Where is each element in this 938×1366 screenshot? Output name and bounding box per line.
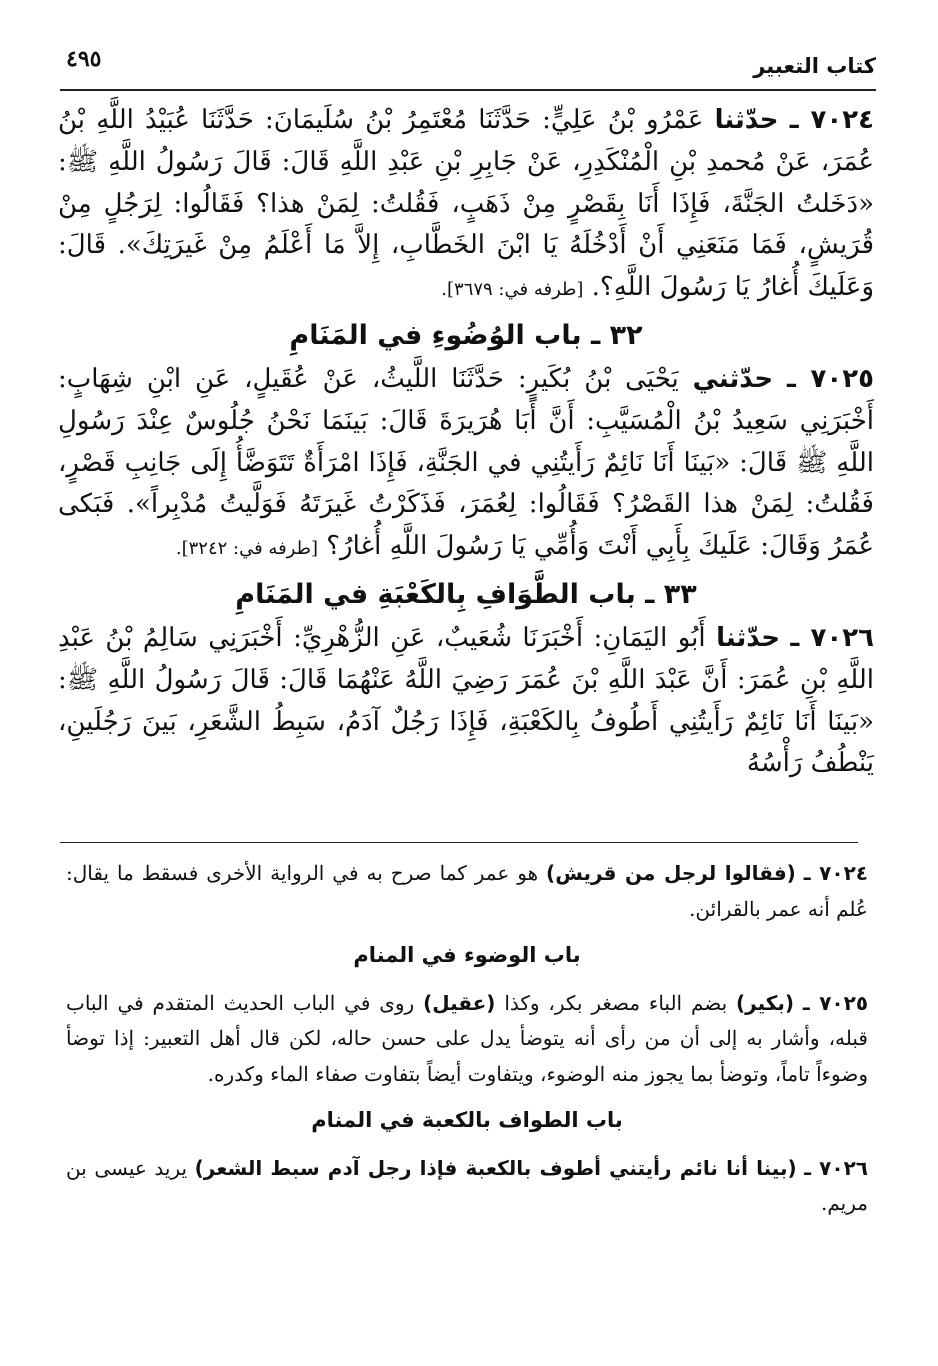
header-rule xyxy=(60,89,876,91)
hadith-7025 xyxy=(58,359,874,570)
note-body: بضم الباء مصغر بكر، وكذا xyxy=(504,990,728,1015)
chapter-title-33: ٣٣ ـ باب الطَّوَافِ بِالكَعْبَةِ في المَنَامِ xyxy=(235,578,697,610)
note-title-wudu: باب الوضوء في المنام xyxy=(353,943,581,967)
note-quote: (بينا أنا نائم رأيتني أطوف بالكعبة فإذا رجل آدم سبط الشعر) xyxy=(194,1155,797,1180)
note-number: ٧٠٢٦ ـ xyxy=(804,1155,868,1180)
note-quote: (بكير) xyxy=(736,990,795,1015)
hadith-lead: حدّثنا xyxy=(716,622,780,653)
hadith-reference: [طرفه في: ٣٦٧٩]. xyxy=(441,279,584,301)
hadith-lead: حدّثنا xyxy=(714,105,779,135)
chapter-title-32: ٣٢ ـ باب الوُضُوءِ في المَنَامِ xyxy=(289,319,643,351)
book-title: كتاب التعبير xyxy=(753,54,876,78)
hadith-body: عَمْرُو بْنُ عَلِيٍّ: حَدَّثَنَا مُعْتَمِرُ بْنُ سُلَيمَانَ: حَدَّثَنَا عُبَيْدُ اللَّهِ بْنُ عُمَرَ، عَنْ مُحمدِ بْنِ الْمُنْكَدِرِ، عَنْ جَابِرِ بْنِ عَبْدِ اللَّهِ قَالَ: قَالَ رَسُولُ اللَّهِ ﷺ: «دَخَلتُ الجَنَّةَ، فَإِذَا أَنَا بِقَصْرٍ مِنْ ذَهَبٍ، فَقُلتُ: لِمَنْ هذا؟ فَقَالُوا: لِرَجُلٍ مِنْ قُرَيشٍ، فَمَا مَنَعَنِي أَنْ أَدْخُلَهُ يَا ابْنَ الخَطَّابِ، إِلاَّ مَا أَعْلَمُ مِنْ غَيرَتِكَ». قَالَ: وَعَلَيكَ أُغارُ يَا رَسُولَ اللَّهِ؟. xyxy=(58,105,874,303)
hadith-7024 xyxy=(58,100,874,311)
note-quote: (عقيل) xyxy=(423,990,496,1015)
footnote-rule xyxy=(60,842,858,843)
hadith-body: أَبُو اليَمَانِ: أَخْبَرَنَا شُعَيبٌ، عَنِ الزُّهْرِيِّ: أَخْبَرَنِي سَالِمُ بْنُ عَبْدِ اللَّهِ بْنِ عُمَرَ: أَنَّ عَبْدَ اللَّهِ بْنَ عُمَرَ رَضِيَ اللَّهُ عَنْهُمَا قَالَ: قَالَ رَسُولُ اللَّهِ ﷺ: «بَينَا أَنَا نَائِمٌ رَأَيتُنِي أَطُوفُ بِالكَعْبَةِ، فَإِذَا رَجُلٌ آدَمُ، سَبِطُ الشَّعَرِ، بَينَ رَجُلَينِ، يَنْطُفُ رَأْسُهُ xyxy=(58,622,874,779)
note-quote: (فقالوا لرجل من قريش) xyxy=(546,861,796,885)
hadith-number: ٧٠٢٥ ـ xyxy=(786,363,874,394)
note-number: ٧٠٢٥ ـ xyxy=(802,990,869,1015)
hadith-number: ٧٠٢٤ ـ xyxy=(789,105,875,135)
note-7025 xyxy=(66,986,868,1093)
page-number: ٤٩٥ xyxy=(66,46,102,72)
hadith-number: ٧٠٢٦ ـ xyxy=(790,622,875,653)
note-7024 xyxy=(66,856,868,927)
note-title-tawaf: باب الطواف بالكعبة في المنام xyxy=(311,1108,623,1132)
note-body: يريد عيسى بن مريم. xyxy=(66,1155,868,1215)
note-7026 xyxy=(66,1151,868,1222)
commentary-notes xyxy=(66,856,868,1222)
hadith-lead: حدّثني xyxy=(692,363,774,394)
note-body: هو عمر كما صرح به في الرواية الأخرى فسقط ما يقال: عُلم أنه عمر بالقرائن. xyxy=(66,861,868,921)
note-number: ٧٠٢٤ ـ xyxy=(803,861,868,885)
page-header xyxy=(60,40,876,90)
hadith-reference: [طرفه في: ٣٢٤٢]. xyxy=(175,538,318,560)
hadith-body: يَحْيَى بْنُ بُكَيرٍ: حَدَّثَنَا اللَّيثُ، عَنْ عُقَيلٍ، عَنِ ابْنِ شِهَابٍ: أَخْبَرَنِي سَعِيدُ بْنُ الْمُسَيَّبِ: أَنَّ أَبَا هُرَيرَةَ قَالَ: بَينَمَا نَحْنُ جُلُوسٌ عِنْدَ رَسُولِ اللَّهِ ﷺ قَالَ: «بَينَا أَنَا نَائِمٌ رَأَيتُنِي في الجَنَّةِ، فَإِذَا امْرَأَةٌ تَتَوَضَّأُ إِلَى جَانِبِ قَصْرٍ، فَقُلتُ: لِمَنْ هذا القَصْرُ؟ فَقَالُوا: لِعُمَرَ، فَذَكَرْتُ غَيرَتَهُ فَوَلَّيتُ مُدْبِراً». فَبَكى عُمَرُ وَقَالَ: عَلَيكَ بِأَبِي أَنْتَ وَأُمِّي يَا رَسُولَ اللَّهِ أُغارُ؟ xyxy=(58,363,874,562)
hadith-7026 xyxy=(58,618,874,785)
note-body: روى في الباب الحديث المتقدم في الباب قبله، وأشار به إلى أن من رأى أنه يتوضأ يدل على حسن حاله، لكن قال أهل التعبير: إذا توضأ وضوءاً تاماً، وتوضأ بما يجوز منه الوضوء، ويتفاوت أيضاً بتفاوت صفاء الماء وكدره. xyxy=(66,990,868,1086)
hadith-text xyxy=(58,100,874,785)
